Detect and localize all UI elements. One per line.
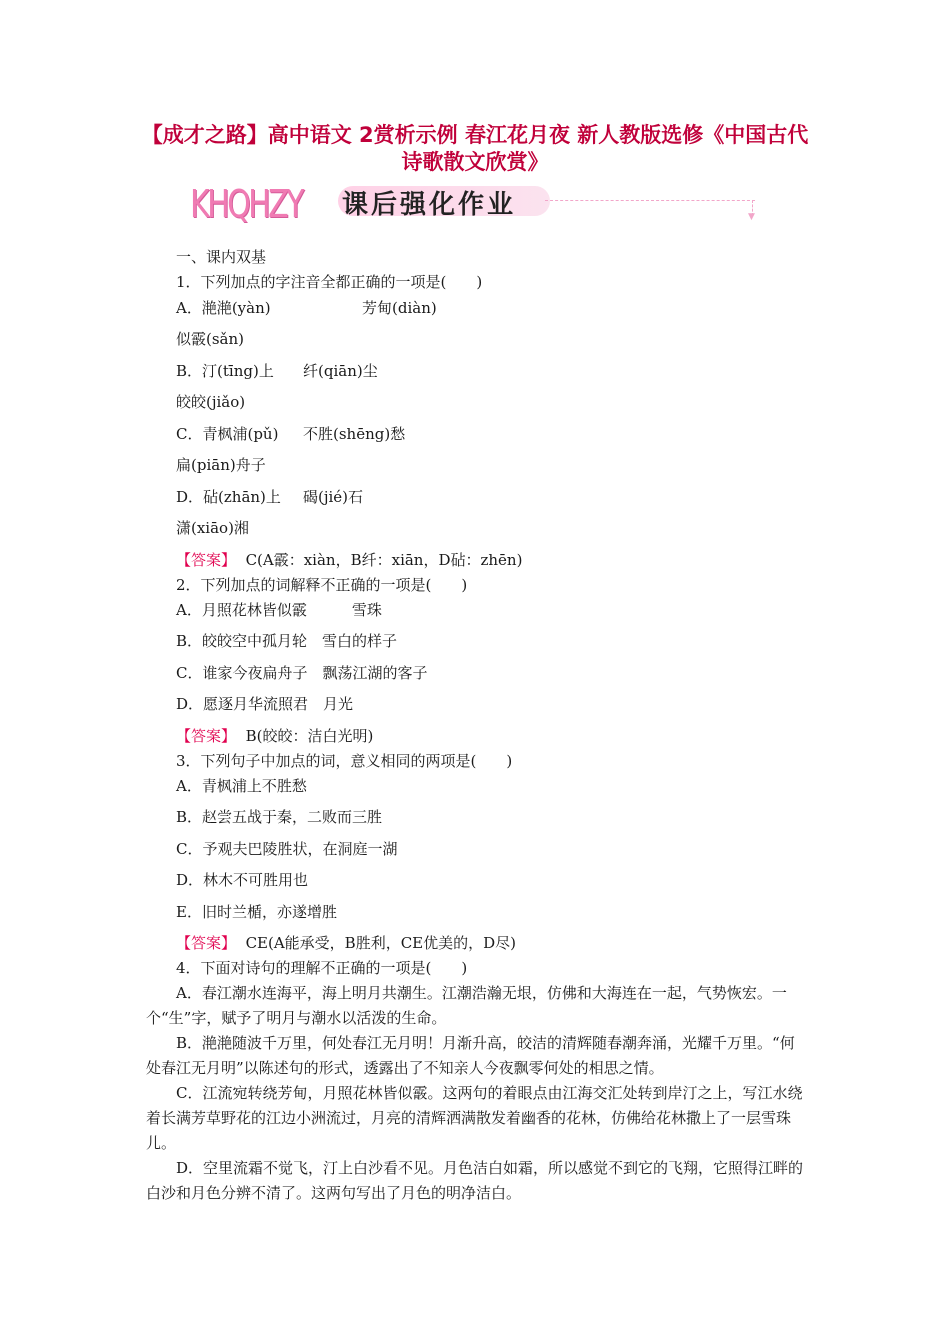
banner-label: 课后强化作业 — [342, 190, 517, 220]
q3-option-e: E．旧时兰楯，亦遂增胜 — [176, 903, 337, 921]
answer-text: B(皎皎：洁白光明) — [245, 727, 374, 745]
q1-option-a-1: A．滟滟(yàn) — [176, 299, 271, 317]
answer-tag: 【答案】 — [176, 727, 237, 745]
q4-option-a: A．春江潮水连海平，海上明月共潮生。江潮浩瀚无垠，仿佛和大海连在一起，气势恢宏。一个“生”字，赋予了明月与潮水以活泼的生命。 — [146, 984, 787, 1027]
section-banner — [190, 178, 770, 224]
q1-option-d-3: 潇(xiāo)湘 — [176, 519, 249, 537]
q2-option-d: D．愿逐月华流照君 月光 — [176, 695, 354, 713]
q3-stem: 3．下列句子中加点的词，意义相同的两项是( ) — [176, 752, 513, 770]
q1-option-b-1: B．汀(tīng)上 — [176, 362, 274, 380]
q1-option-b-3: 皎皎(jiǎo) — [176, 393, 246, 411]
q3-answer — [176, 933, 516, 953]
section-heading: 一、课内双基 — [176, 248, 267, 266]
q3-option-a: A．青枫浦上不胜愁 — [176, 777, 307, 795]
q4-stem: 4．下面对诗句的理解不正确的一项是( ) — [176, 959, 468, 977]
q2-answer — [176, 726, 373, 746]
q1-answer — [176, 550, 522, 570]
q1-option-c-3: 扁(piān)舟子 — [176, 456, 266, 474]
q4-option-d: D．空里流霜不觉飞，汀上白沙看不见。月色洁白如霜，所以感觉不到它的飞翔，它照得江畔的白沙和月色分辨不清了。这两句写出了月色的明净洁白。 — [146, 1159, 804, 1202]
answer-tag: 【答案】 — [176, 551, 237, 569]
q1-option-b-2: 纤(qiān)尘 — [303, 362, 378, 380]
q4-option-b: B．滟滟随波千万里，何处春江无月明！月渐升高，皎洁的清辉随春潮奔涌，光耀千万里。“何处春江无月明”以陈述句的形式，透露出了不知亲人今夜飘零何处的相思之情。 — [146, 1034, 795, 1077]
document-title: 【成才之路】高中语文 2赏析示例 春江花月夜 新人教版选修《中国古代诗歌散文欣赏》 — [141, 123, 809, 174]
q4-option-c: C．江流宛转绕芳甸，月照花林皆似霰。这两句的着眼点由江海交汇处转到岸汀之上，写江水绕着长满芳草野花的江边小洲流过，月亮的清辉洒满散发着幽香的花林，仿佛给花林撒上了一层雪珠儿。 — [146, 1084, 803, 1152]
banner-logo: KHQHZY — [190, 182, 302, 226]
q3-option-b: B．赵尝五战于秦，二败而三胜 — [176, 808, 383, 826]
q2-option-a: A．月照花林皆似霰 雪珠 — [176, 601, 382, 619]
q3-option-c: C．予观夫巴陵胜状，在洞庭一湖 — [176, 840, 398, 858]
banner-dashed-line — [545, 200, 755, 201]
answer-tag: 【答案】 — [176, 934, 237, 952]
q1-option-c-1: C．青枫浦(pǔ) — [176, 425, 279, 443]
q2-stem: 2．下列加点的词解释不正确的一项是( ) — [176, 576, 468, 594]
answer-text: CE(A能承受，B胜利，CE优美的，D尽) — [245, 934, 517, 952]
arrow-down-icon: ▼ — [748, 212, 755, 222]
q1-option-a-2: 芳甸(diàn) — [362, 299, 437, 317]
q1-stem: 1．下列加点的字注音全都正确的一项是( ) — [176, 273, 483, 291]
q3-option-d: D．林木不可胜用也 — [176, 871, 309, 889]
q1-option-a-3: 似霰(sǎn) — [176, 330, 245, 348]
q2-option-b: B．皎皎空中孤月轮 雪白的样子 — [176, 632, 398, 650]
q1-option-d-1: D．砧(zhān)上 — [176, 488, 281, 506]
q2-option-c: C．谁家今夜扁舟子 飘荡江湖的客子 — [176, 664, 428, 682]
q1-option-c-2: 不胜(shēng)愁 — [303, 425, 406, 443]
q1-option-d-2: 碣(jié)石 — [303, 488, 364, 506]
answer-text: C(A霰：xiàn，B纤：xiān，D砧：zhēn) — [245, 551, 523, 569]
